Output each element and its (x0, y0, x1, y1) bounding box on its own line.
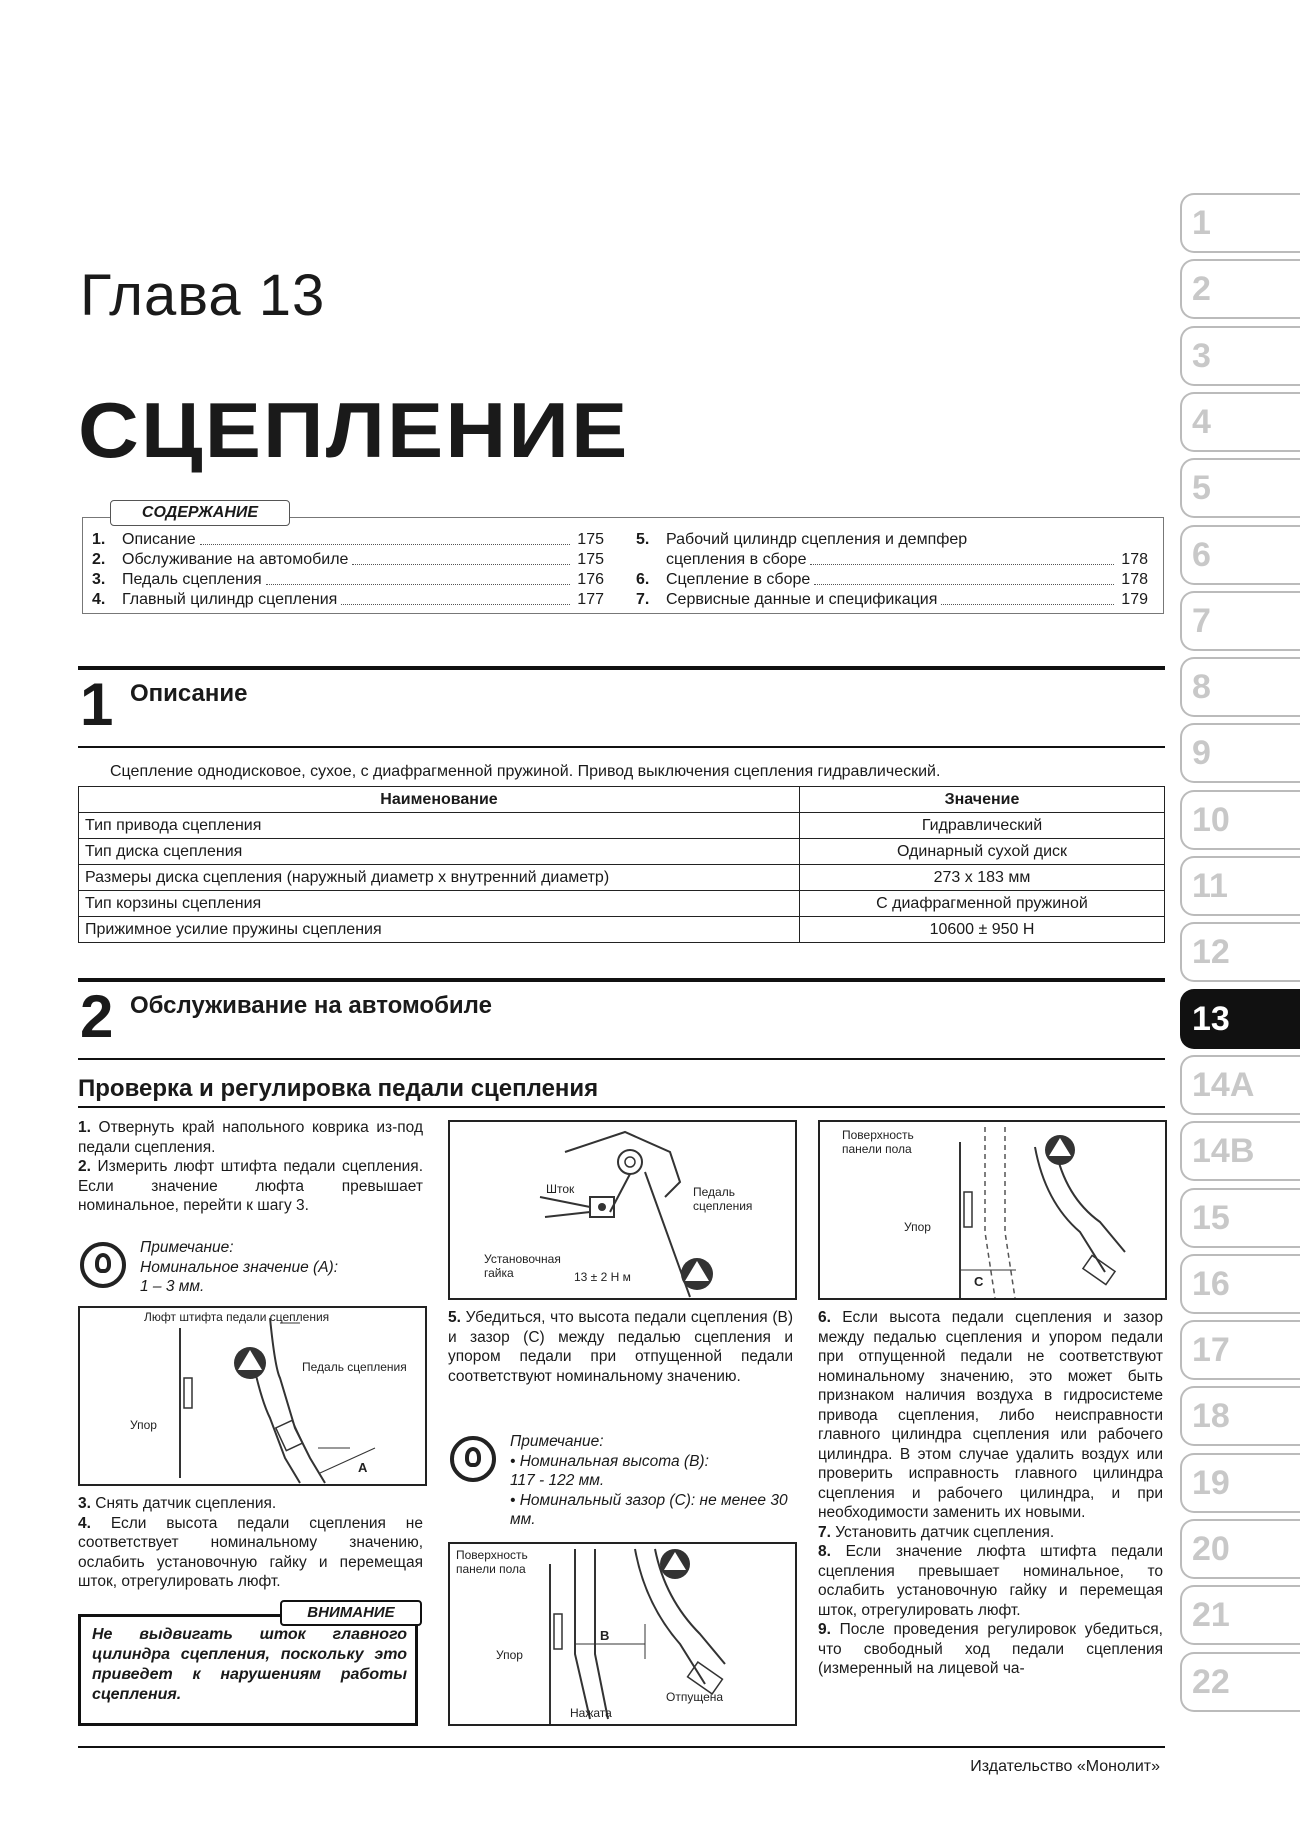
section2-bottom-rule (78, 1058, 1165, 1060)
fig3-label-floor-2: панели пола (456, 1562, 526, 1576)
table-cell: Тип диска сцепления (79, 839, 800, 865)
toc-right-column (636, 530, 1148, 610)
toc-num: 7. (636, 591, 650, 608)
toc-text: Сервисные данные и спецификация (666, 591, 938, 608)
toc-item[interactable] (92, 530, 604, 550)
toc-page: 178 (1121, 551, 1148, 568)
fig2-label-torque: 13 ± 2 Н м (574, 1270, 631, 1284)
section2-number: 2 (80, 983, 114, 1050)
chapter-tab-6[interactable]: 6 (1180, 525, 1300, 585)
section1-intro: Сцепление однодисковое, сухое, с диафрагменной пружиной. Привод выключения сцепления гидравлический. (110, 763, 941, 780)
toc-page: 176 (577, 571, 604, 588)
chapter-tab-1[interactable]: 1 (1180, 193, 1300, 253)
note-lightbulb-icon (80, 1242, 126, 1288)
subsection-rule (78, 1106, 1165, 1108)
fig1-label-a: A (358, 1460, 368, 1475)
toc-text: Сцепление в сборе (666, 571, 811, 588)
col2-note: Примечание: • Номинальная высота (В): 117 - 122 мм. • Номинальный зазор (С): не менее 30 мм. (510, 1433, 788, 1528)
fig1-label-top: Люфт штифта педали сцепления (144, 1310, 330, 1324)
pedal-clearance-figure (818, 1120, 1167, 1300)
toc-text: Главный цилиндр сцепления (122, 591, 338, 608)
chapter-tab-21[interactable]: 21 (1180, 1585, 1300, 1645)
fig4-label-c: C (974, 1274, 984, 1289)
col2-step-5: 5. Убедиться, что высота педали сцепления (В) и зазор (С) между педалью сцепления и упором педали при отпущенной педали соответствуют номинальному значению. (448, 1309, 793, 1385)
toc-heading: СОДЕРЖАНИЕ (110, 500, 290, 526)
table-row (79, 839, 1165, 865)
toc-num: 6. (636, 571, 650, 588)
warning-text: Не выдвигать шток главного цилиндра сцепления, поскольку это приведет к нарушениям работы сцепления. (92, 1626, 407, 1703)
pedal-height-figure (448, 1542, 797, 1726)
toc-text: сцепления в сборе (666, 551, 807, 568)
fig3-label-floor-1: Поверхность (456, 1548, 528, 1562)
toc-num: 1. (92, 531, 106, 548)
chapter-tab-5[interactable]: 5 (1180, 458, 1300, 518)
toc-item[interactable] (92, 570, 604, 590)
fig2-label-pedal-2: сцепления (693, 1199, 753, 1213)
fig4-label-stop: Упор (904, 1220, 931, 1234)
toc-item[interactable] (636, 570, 1148, 590)
table-row (79, 891, 1165, 917)
table-header-row (79, 787, 1165, 813)
fig4-label-floor-1: Поверхность (842, 1128, 914, 1142)
toc-left-column (92, 530, 604, 610)
section1-top-rule (78, 666, 1165, 670)
publisher-name: Издательство «Монолит» (970, 1758, 1160, 1775)
fig1-label-pedal: Педаль сцепления (302, 1360, 407, 1374)
chapter-tab-12[interactable]: 12 (1180, 922, 1300, 982)
toc-page: 177 (577, 591, 604, 608)
section2-top-rule (78, 978, 1165, 982)
chapter-label: Глава 13 (80, 263, 326, 328)
chapter-tab-4[interactable]: 4 (1180, 392, 1300, 452)
chapter-tab-18[interactable]: 18 (1180, 1386, 1300, 1446)
chapter-tab-20[interactable]: 20 (1180, 1519, 1300, 1579)
chapter-tab-3[interactable]: 3 (1180, 326, 1300, 386)
fig4-label-floor-2: панели пола (842, 1142, 912, 1156)
toc-item[interactable] (92, 590, 604, 610)
fig2-label-nut-1: Установочная (484, 1252, 561, 1266)
toc-page: 178 (1121, 571, 1148, 588)
chapter-tab-14b[interactable]: 14B (1180, 1121, 1300, 1181)
warning-heading: ВНИМАНИЕ (280, 1600, 422, 1626)
fig3-label-pressed: Нажата (570, 1706, 612, 1720)
fig1-label-stop: Упор (130, 1418, 157, 1432)
toc-page: 179 (1121, 591, 1148, 608)
toc-item[interactable] (92, 550, 604, 570)
chapter-title: СЦЕПЛЕНИЕ (78, 386, 630, 474)
toc-page: 175 (577, 551, 604, 568)
chapter-tab-14a[interactable]: 14A (1180, 1055, 1300, 1115)
chapter-tab-10[interactable]: 10 (1180, 790, 1300, 850)
toc-num: 3. (92, 571, 106, 588)
chapter-tab-15[interactable]: 15 (1180, 1188, 1300, 1248)
section2-title: Обслуживание на автомобиле (130, 992, 492, 1019)
chapter-tab-11[interactable]: 11 (1180, 856, 1300, 916)
col1-steps-3-4: 3. Снять датчик сцепления. 4. Если высота педали сцепления не соответствует номинальному значению, ослабить установочную гайку и перемещая шток, отрегулировать люфт. (78, 1495, 423, 1590)
toc-num: 5. (636, 531, 650, 548)
toc-num: 2. (92, 551, 106, 568)
fig3-label-stop: Упор (496, 1648, 523, 1662)
col1-steps-1-2: 1. Отвернуть край напольного коврика из-под педали сцепления. 2. Измерить люфт штифта педали сцепления. Если значение люфта превышает номинальное, перейти к шагу 3. (78, 1119, 424, 1214)
col3-steps-6-9: 6. Если высота педали сцепления и зазор между педалью сцепления и упором педали при отпущенной педали не соответствуют номинальному значению, это может быть признаком наличия воздуха в гидросистеме привода сцепления, либо неисправности главного цилиндра сцепления или рабочего цилиндра. В этом случае удалить воздух или проверить исправность главного цилиндра сцепления и рабочего цилиндра, и при необходимости заменить их новыми. 7. Установить датчик сцепления. 8. Если значение люфта штифта педали сцепления превышает номинальное, то ослабить установочную гайку и перемещая шток, отрегулировать люфт. 9. После проведения регулировок убедиться, что свободный ход педали сцепления (измеренный на лицевой ча- (818, 1309, 1164, 1677)
fig3-label-b: B (600, 1628, 610, 1643)
table-row (79, 917, 1165, 943)
chapter-tab-9[interactable]: 9 (1180, 723, 1300, 783)
chapter-tab-17[interactable]: 17 (1180, 1320, 1300, 1380)
subsection-title: Проверка и регулировка педали сцепления (78, 1075, 599, 1102)
section1-title: Описание (130, 680, 248, 707)
toc-item[interactable] (636, 590, 1148, 610)
table-cell: 10600 ± 950 Н (800, 917, 1165, 943)
table-header-value: Значение (800, 787, 1165, 813)
note-lightbulb-icon (450, 1436, 496, 1482)
spec-table (78, 786, 1165, 943)
chapter-tab-7[interactable]: 7 (1180, 591, 1300, 651)
table-cell: Одинарный сухой диск (800, 839, 1165, 865)
pedal-freeplay-figure (78, 1306, 427, 1486)
chapter-tab-16[interactable]: 16 (1180, 1254, 1300, 1314)
fig2-label-rod: Шток (546, 1182, 575, 1196)
table-row (79, 865, 1165, 891)
chapter-tab-22[interactable]: 22 (1180, 1652, 1300, 1712)
table-cell: 273 x 183 мм (800, 865, 1165, 891)
table-cell: Гидравлический (800, 813, 1165, 839)
section1-bottom-rule (78, 746, 1165, 748)
table-cell: Тип корзины сцепления (79, 891, 800, 917)
fig2-label-pedal-1: Педаль (693, 1185, 735, 1199)
chapter-tab-19[interactable]: 19 (1180, 1453, 1300, 1513)
footer-rule (78, 1746, 1165, 1748)
table-cell: С диафрагменной пружиной (800, 891, 1165, 917)
section1-number: 1 (80, 671, 114, 738)
chapter-tab-8[interactable]: 8 (1180, 657, 1300, 717)
chapter-tab-13[interactable]: 13 (1180, 989, 1300, 1049)
master-cylinder-figure (448, 1120, 797, 1300)
toc-item[interactable] (636, 530, 1148, 550)
toc-page: 175 (577, 531, 604, 548)
chapter-tab-2[interactable]: 2 (1180, 259, 1300, 319)
table-cell: Тип привода сцепления (79, 813, 800, 839)
table-cell: Размеры диска сцепления (наружный диаметр x внутренний диаметр) (79, 865, 800, 891)
table-row (79, 813, 1165, 839)
toc-item[interactable] (636, 550, 1148, 570)
pedal-freeplay-drawing (80, 1308, 425, 1484)
fig2-label-nut-2: гайка (484, 1266, 514, 1280)
table-cell: Прижимное усилие пружины сцепления (79, 917, 800, 943)
toc-text: Педаль сцепления (122, 571, 262, 588)
toc-text: Обслуживание на автомобиле (122, 551, 349, 568)
toc-text: Описание (122, 531, 196, 548)
toc-num: 4. (92, 591, 106, 608)
col1-note: Примечание: Номинальное значение (А): 1 – 3 мм. (140, 1239, 339, 1295)
fig3-label-released: Отпущена (666, 1690, 724, 1704)
table-header-name: Наименование (79, 787, 800, 813)
toc-text: Рабочий цилиндр сцепления и демпфер (666, 531, 968, 548)
